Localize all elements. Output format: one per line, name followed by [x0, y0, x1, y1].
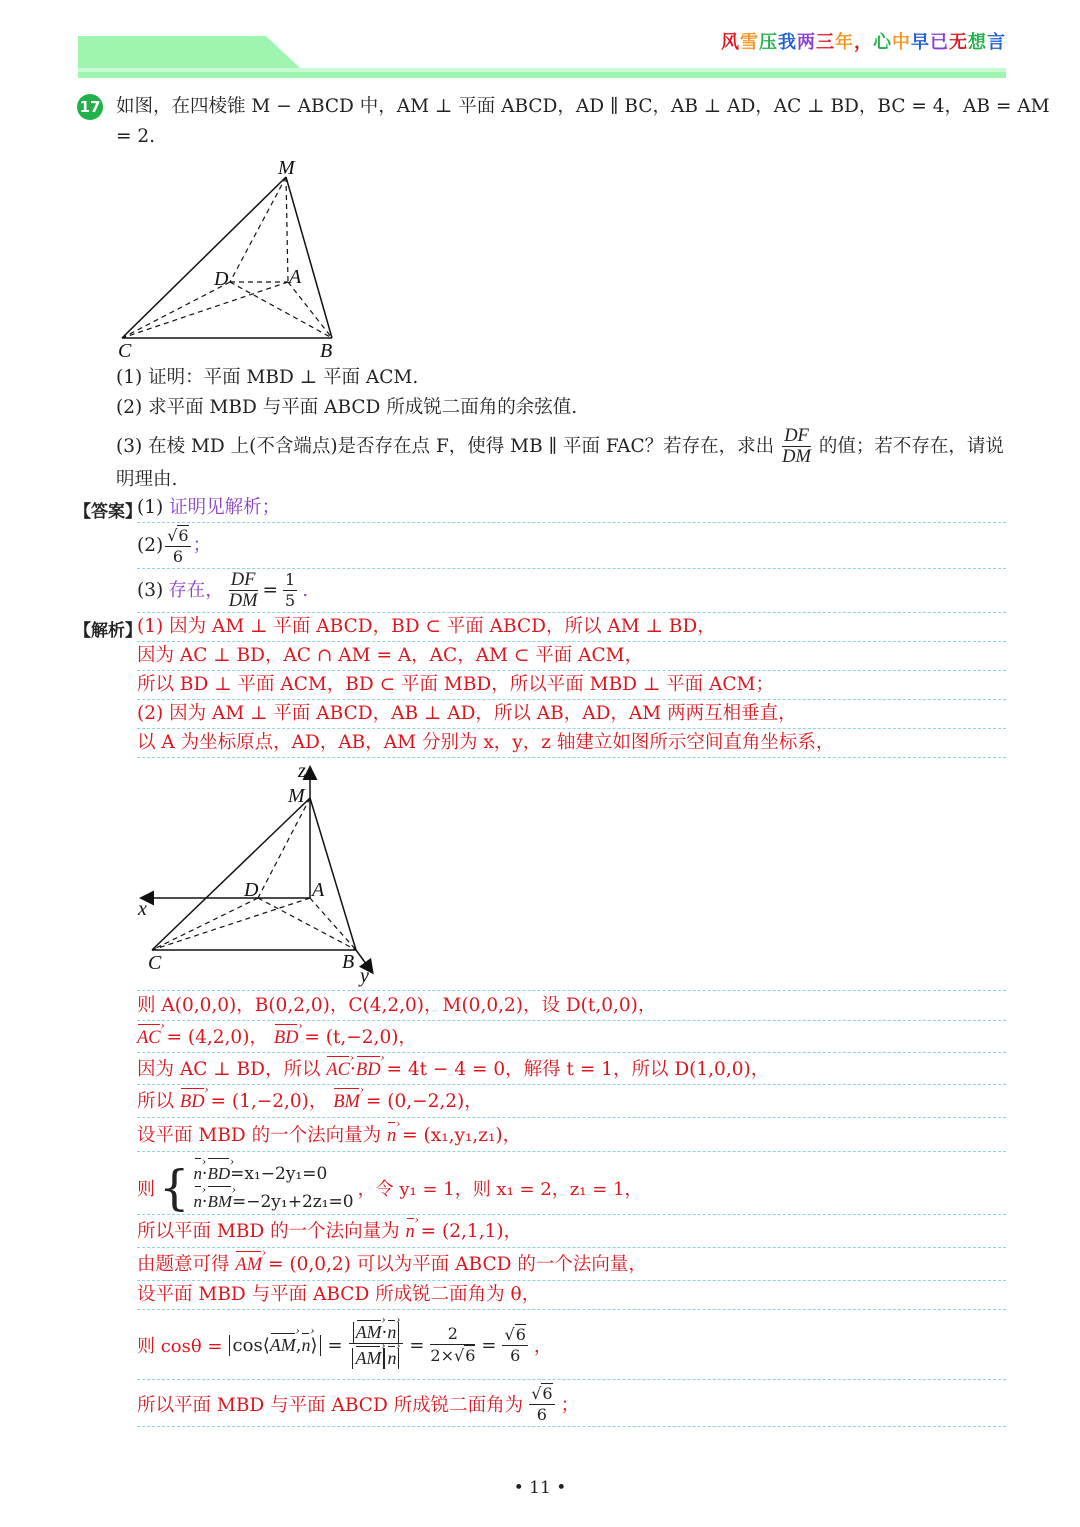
motto-char: ，	[854, 32, 873, 53]
line15-end: ，	[533, 1336, 552, 1357]
cos-fraction-3	[502, 1324, 527, 1366]
frac-num: √6	[504, 1325, 526, 1344]
label-z: z	[298, 760, 306, 782]
vec-bd: BD ›	[207, 1160, 230, 1188]
answer-2-end: ；	[192, 535, 212, 556]
line12-b: = (2,1,1)，	[420, 1221, 523, 1242]
divider	[137, 728, 1006, 729]
divider	[137, 1426, 1006, 1427]
num-root: 6	[515, 1325, 526, 1344]
brace: {	[159, 1160, 190, 1216]
cos-fraction-2	[430, 1324, 475, 1366]
comma: ,	[295, 1334, 302, 1356]
analysis-line-15	[137, 1314, 552, 1376]
line10-a: 设平面 MBD 的一个法向量为	[137, 1125, 382, 1146]
equation-2: =−2y₁+2z₁=0	[232, 1192, 354, 1212]
divider	[137, 1214, 1006, 1215]
line7-b: = (t,−2,0)，	[304, 1027, 417, 1048]
analysis-tag: 【解析】	[74, 621, 142, 641]
answer-3-value	[283, 570, 297, 611]
analysis-line-2: 因为 AC ⊥ BD，AC ∩ AM = A，AC，AM ⊂ 平面 ACM，	[137, 645, 644, 666]
divider	[137, 1309, 1006, 1310]
frac-den: 2×√6	[430, 1346, 476, 1365]
divider	[137, 1020, 1006, 1021]
analysis-line-11	[137, 1160, 642, 1216]
edge-md	[258, 798, 310, 898]
vec-ac: AC ›	[137, 1026, 161, 1050]
vec-am: AM ›	[270, 1335, 296, 1356]
divider	[137, 1151, 1006, 1152]
eq: =	[481, 1334, 497, 1356]
motto-char: 风	[721, 32, 740, 53]
edge-ac	[122, 282, 288, 338]
analysis-line-7	[137, 1026, 417, 1050]
label-m: M	[278, 157, 295, 179]
divider	[137, 1247, 1006, 1248]
edge-db	[230, 282, 332, 338]
label-b: B	[320, 340, 333, 362]
answer-2-prefix: (2)	[137, 535, 164, 556]
vec-n: n ›	[194, 1188, 203, 1216]
divider	[137, 1084, 1006, 1085]
frac-den: 6	[536, 1405, 547, 1424]
label-d: D	[214, 268, 229, 290]
label-x: x	[138, 898, 147, 920]
motto-char: 已	[930, 32, 949, 53]
analysis-line-10	[137, 1124, 521, 1148]
equation-row-2: n ›·BM ›=−2y₁+2z₁=0	[194, 1188, 354, 1216]
frac-den: 5	[285, 591, 296, 610]
edge-dc	[152, 898, 258, 950]
vec-am: AM ›	[355, 1348, 381, 1368]
answer-1-text: 证明见解析；	[169, 497, 281, 518]
vec-bd: BD ›	[180, 1090, 205, 1114]
label-c: C	[118, 340, 132, 362]
divider	[137, 1280, 1006, 1281]
divider	[137, 1052, 1006, 1053]
answer-3-eq: =	[262, 579, 279, 601]
line11-tail: ，令 y₁ = 1，则 x₁ = 2，z₁ = 1，	[357, 1179, 643, 1200]
answer-2	[137, 525, 211, 567]
cos-fraction-1	[349, 1322, 404, 1369]
vec-am: AM ›	[235, 1253, 262, 1277]
vec-bd: BD ›	[274, 1026, 299, 1050]
label-y: y	[360, 965, 369, 987]
motto-char: 心	[873, 32, 892, 53]
frac-num: DF	[229, 570, 258, 591]
vec-n: n ›	[387, 1322, 396, 1342]
divider	[137, 670, 1006, 671]
answer-2-den: 6	[172, 547, 183, 566]
vec-n: n ›	[387, 1124, 396, 1148]
line9-a: 所以	[137, 1091, 175, 1112]
answer-1-prefix: (1)	[137, 497, 164, 518]
line16-end: ；	[560, 1395, 580, 1416]
divider	[137, 641, 1006, 642]
vec-n: n ›	[194, 1160, 203, 1188]
pyramid-figure	[110, 152, 350, 362]
motto-char: 早	[911, 32, 930, 53]
cos: cos	[232, 1334, 263, 1356]
motto-char: 想	[968, 32, 987, 53]
answer-3	[137, 570, 308, 611]
edge-mb	[310, 798, 356, 950]
edge-mc	[122, 177, 286, 338]
label-c: C	[148, 952, 162, 974]
divider	[137, 990, 1006, 991]
frac-num: DF	[782, 426, 811, 447]
answer-3-word: 存在，	[168, 579, 224, 601]
answer-3-end: .	[302, 579, 309, 601]
frac-den	[349, 1344, 404, 1369]
frac-den: DM	[228, 591, 258, 611]
line13-a: 由题意可得	[137, 1254, 230, 1275]
dot: ·	[350, 1059, 356, 1080]
frac-num: AM ›·n ›	[349, 1322, 404, 1344]
line16-fraction	[529, 1383, 554, 1425]
edge-ma	[286, 177, 288, 282]
frac-num: 1	[285, 570, 296, 589]
edge-dc	[122, 282, 230, 338]
vec-bm: BM ›	[333, 1090, 360, 1114]
vec-n: n ›	[387, 1348, 396, 1368]
motto-char: 两	[797, 32, 816, 53]
part1: (1) 证明：平面 MBD ⊥ 平面 ACM.	[116, 367, 419, 388]
equation-1: =x₁−2y₁=0	[230, 1164, 328, 1184]
edge-mb	[286, 177, 332, 338]
motto-char: 我	[778, 32, 797, 53]
frac-den: 6	[510, 1346, 521, 1365]
line15-a: 则 cosθ =	[137, 1336, 223, 1357]
question-number: 17	[77, 94, 103, 120]
divider	[137, 568, 1006, 569]
line12-a: 所以平面 MBD 的一个法向量为	[137, 1221, 400, 1242]
part3-text-c: 明理由.	[116, 469, 178, 490]
analysis-line-16	[137, 1382, 579, 1426]
divider	[137, 612, 1006, 613]
analysis-line-13	[137, 1253, 647, 1277]
motto-char: 言	[987, 32, 1006, 53]
analysis-line-5: 以 A 为坐标原点，AD，AB，AM 分别为 x，y，z 轴建立如图所示空间直角坐标系，	[137, 732, 835, 753]
motto-char: 中	[892, 32, 911, 53]
line13-b: = (0,0,2) 可以为平面 ABCD 的一个法向量，	[268, 1254, 647, 1275]
answer-2-num: 6	[178, 526, 189, 545]
vec-am: AM ›	[356, 1322, 382, 1342]
analysis-line-12	[137, 1220, 522, 1244]
label-a: A	[289, 266, 302, 288]
edge-ac	[152, 898, 310, 950]
num-root: 6	[542, 1384, 553, 1403]
motto-char: 压	[759, 32, 778, 53]
edge-mc	[152, 798, 310, 950]
vec-bm: BM ›	[207, 1188, 232, 1216]
line10-b: = (x₁,y₁,z₁)，	[402, 1125, 522, 1146]
answer-3-fraction	[229, 570, 258, 611]
line16-a: 所以平面 MBD 与平面 ABCD 所成锐二面角为	[137, 1395, 524, 1416]
label-m: M	[288, 785, 305, 807]
divider	[137, 1379, 1006, 1380]
part3-text-b: 的值；若不存在，请说	[818, 435, 1004, 457]
question-stem-line1: 如图，在四棱锥 M − ABCD 中，AM ⊥ 平面 ABCD，AD ∥ BC，AB ⊥ AD，AC ⊥ BD，BC = 4，AB = AM	[116, 96, 1050, 117]
part3-text-a: (3) 在棱 MD 上(不含端点)是否存在点 F，使得 MB ∥ 平面 FAC？若存在，求出	[116, 435, 775, 457]
edge-db	[258, 898, 356, 950]
analysis-line-9	[137, 1090, 483, 1114]
vec-n: n ›	[406, 1220, 415, 1244]
analysis-line-1: (1) 因为 AM ⊥ 平面 ABCD，BD ⊂ 平面 ABCD，所以 AM ⊥ BD，	[137, 616, 716, 637]
line9-b: = (1,−2,0)，	[210, 1091, 328, 1112]
analysis-line-3: 所以 BD ⊥ 平面 ACM，BD ⊂ 平面 MBD，所以平面 MBD ⊥ 平面 ACM；	[137, 674, 774, 695]
vec-bd: BD ›	[356, 1058, 381, 1082]
answer-tag: 【答案】	[74, 502, 142, 522]
line7-a: = (4,2,0)，	[166, 1027, 268, 1048]
divider	[137, 522, 1006, 523]
page-number: • 11 •	[513, 1478, 567, 1498]
divider	[137, 699, 1006, 700]
line8-a: 因为 AC ⊥ BD，所以	[137, 1059, 321, 1080]
coordinate-figure	[130, 760, 390, 988]
part3-fraction	[782, 426, 811, 467]
analysis-line-6: 则 A(0,0,0)，B(0,2,0)，C(4,2,0)，M(0,0,2)，设 D(t,0,0)，	[137, 995, 657, 1016]
answer-1	[137, 496, 280, 520]
frac-den: DM	[782, 447, 811, 467]
equation-system	[194, 1160, 354, 1216]
motto-char: 年	[835, 32, 854, 53]
edge-ab	[310, 898, 356, 950]
eq: =	[409, 1334, 425, 1356]
vec-ac: AC ›	[326, 1058, 350, 1082]
vec-n: n ›	[301, 1335, 310, 1356]
edge-ab	[288, 282, 332, 338]
eq: =	[327, 1334, 343, 1356]
analysis-line-14: 设平面 MBD 与平面 ABCD 所成锐二面角为 θ，	[137, 1284, 541, 1305]
label-a: A	[312, 879, 325, 901]
part3-row	[116, 426, 1004, 467]
line9-c: = (0,−2,2)，	[365, 1091, 483, 1112]
motto-char: 无	[949, 32, 968, 53]
frac-num: √6	[531, 1384, 553, 1403]
abs-cos: cos⟨AM ›,n ›⟩	[229, 1335, 322, 1356]
header-motto	[721, 28, 1006, 54]
question-stem-line2: = 2.	[116, 126, 156, 147]
line8-b: = 4t − 4 = 0，解得 t = 1，所以 D(1,0,0)，	[386, 1059, 770, 1080]
motto-char: 雪	[740, 32, 759, 53]
line11-then: 则	[137, 1179, 155, 1200]
label-d: D	[244, 879, 259, 901]
den-text: 2×	[430, 1346, 454, 1365]
divider	[137, 1117, 1006, 1118]
part2: (2) 求平面 MBD 与平面 ABCD 所成锐二面角的余弦值.	[116, 397, 578, 418]
label-b: B	[342, 951, 355, 973]
analysis-line-8	[137, 1058, 769, 1082]
answer-3-prefix: (3)	[137, 579, 164, 601]
motto-char: 三	[816, 32, 835, 53]
analysis-line-4: (2) 因为 AM ⊥ 平面 ABCD，AB ⊥ AD，所以 AB，AD，AM 两两互相垂直，	[137, 703, 797, 724]
answer-2-fraction: $\frac{√6}{6}$	[167, 526, 189, 566]
equation-row-1: n ›·BD ›=x₁−2y₁=0	[194, 1160, 354, 1188]
edge-md	[230, 177, 286, 282]
divider	[137, 757, 1006, 758]
den-root: 6	[465, 1346, 476, 1365]
frac-num: 2	[430, 1324, 475, 1345]
